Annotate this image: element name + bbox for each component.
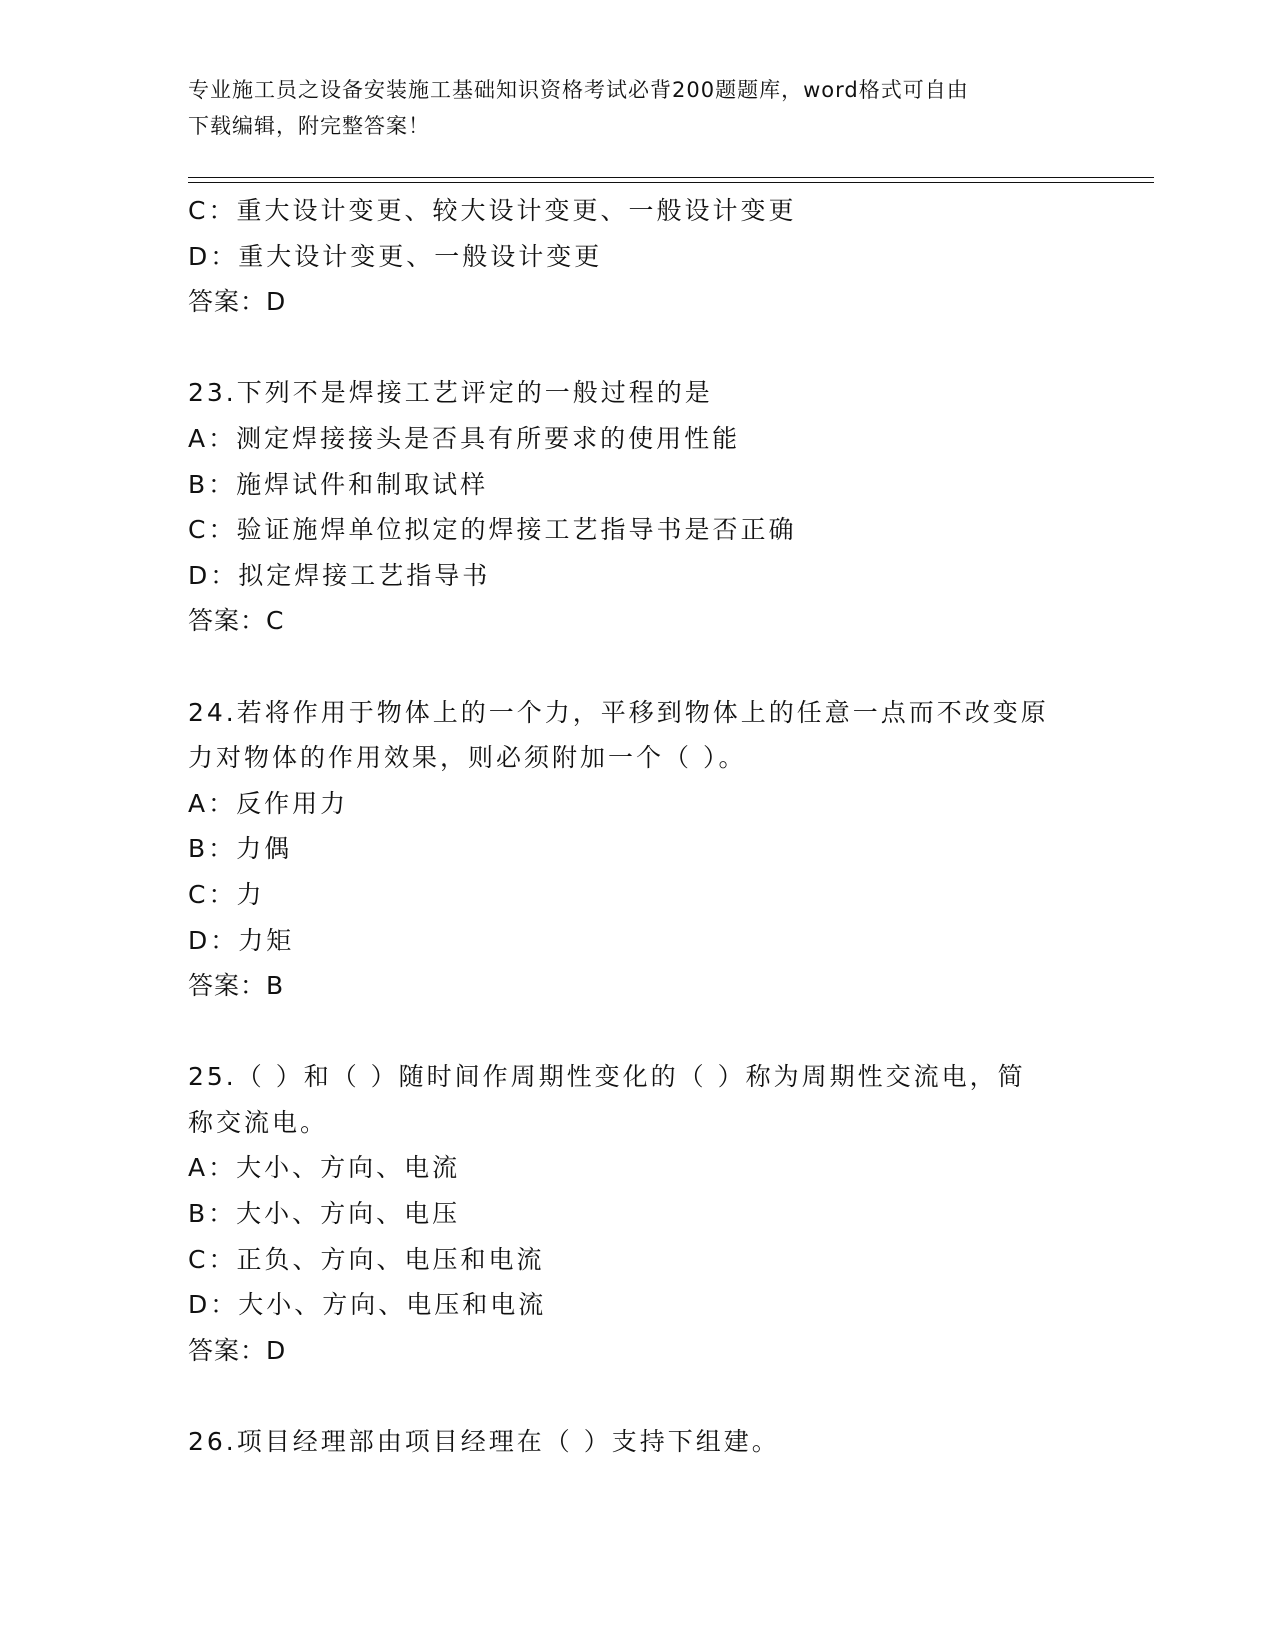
- question-25: [188, 1054, 1088, 1373]
- question-26: [188, 1419, 1088, 1465]
- option-b: B：施焊试件和制取试样: [188, 469, 489, 499]
- option-b: B：力偶: [188, 834, 293, 864]
- question-text: 26.项目经理部由项目经理在（ ）支持下组建。: [188, 1427, 780, 1457]
- option-b: B：大小、方向、电压: [188, 1199, 461, 1229]
- spacer: [188, 644, 1088, 690]
- option-c: C：正负、方向、电压和电流: [188, 1244, 545, 1274]
- question-text-line-1: 25.（ ）和（ ）随时间作周期性变化的（ ）称为周期性交流电，简: [188, 1062, 1026, 1092]
- question-text-line-2: 力对物体的作用效果，则必须附加一个（ ）。: [188, 743, 747, 773]
- question-text: 23.下列不是焊接工艺评定的一般过程的是: [188, 378, 713, 408]
- option-c: C：力: [188, 879, 265, 909]
- spacer: [188, 325, 1088, 371]
- header-line-2: 下载编辑，附完整答案！: [188, 114, 430, 138]
- option-d: D：拟定焊接工艺指导书: [188, 560, 491, 590]
- option-c: C：重大设计变更、较大设计变更、一般设计变更: [188, 196, 797, 225]
- option-d: D：重大设计变更、一般设计变更: [188, 241, 603, 271]
- question-list: [188, 188, 1088, 1465]
- option-a: A：大小、方向、电流: [188, 1153, 461, 1183]
- question-text-line-1: 24.若将作用于物体上的一个力，平移到物体上的任意一点而不改变原: [188, 697, 1049, 727]
- header-line-1: 专业施工员之设备安装施工基础知识资格考试必背200题题库，word格式可自由: [188, 78, 969, 102]
- option-c: C：验证施焊单位拟定的焊接工艺指导书是否正确: [188, 515, 797, 545]
- header-divider-bottom: [188, 182, 1154, 183]
- answer: 答案：D: [188, 1335, 287, 1365]
- question-text-line-2: 称交流电。: [188, 1107, 329, 1137]
- header-divider-top: [188, 177, 1154, 178]
- option-d: D：大小、方向、电压和电流: [188, 1290, 547, 1320]
- spacer: [188, 1009, 1088, 1055]
- question-24: [188, 690, 1088, 1009]
- document-header: [188, 72, 1088, 144]
- option-a: A：反作用力: [188, 788, 349, 818]
- option-d: D：力矩: [188, 925, 295, 955]
- spacer: [188, 1373, 1088, 1419]
- option-a: A：测定焊接接头是否具有所要求的使用性能: [188, 423, 741, 453]
- answer: 答案：B: [188, 971, 285, 1001]
- question-23: [188, 370, 1088, 644]
- question-22: [188, 188, 1088, 325]
- answer: 答案：D: [188, 287, 287, 317]
- answer: 答案：C: [188, 606, 285, 636]
